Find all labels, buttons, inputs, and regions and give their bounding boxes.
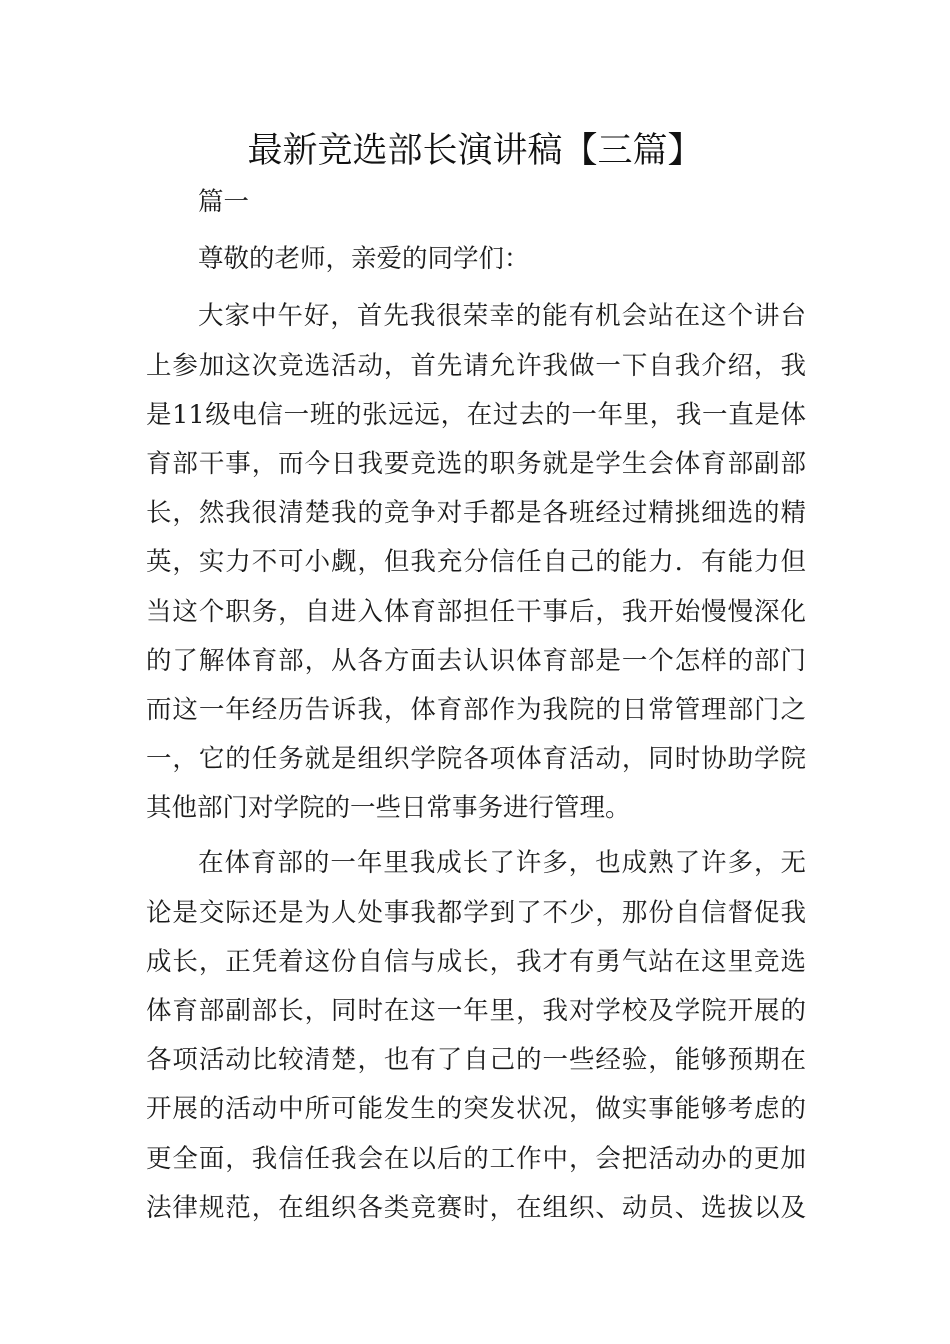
document-body: [146, 178, 806, 1233]
paragraph-line: 大家中午好，首先我很荣幸的能有机会站在这个讲台: [198, 301, 806, 332]
paragraph-line: 育部干事，而今日我要竞选的职务就是学生会体育部副部: [146, 448, 806, 479]
section-label: 篇一: [198, 187, 250, 217]
paragraph-line: 开展的活动中所可能发生的突发状况，做实事能够考虑的: [146, 1094, 806, 1125]
paragraph-line: 体育部副部长，同时在这一年里，我对学校及学院开展的: [146, 996, 806, 1026]
paragraph-line: 的了解体育部，从各方面去认识体育部是一个怎样的部门: [146, 645, 806, 676]
paragraph-line: 长，然我很清楚我的竞争对手都是各班经过精挑细选的精: [146, 498, 806, 529]
paragraph-line: 上参加这次竞选活动，首先请允许我做一下自我介绍，我: [146, 350, 806, 381]
paragraph-1: [146, 292, 806, 833]
document-title: 最新竞选部长演讲稿【三篇】: [247, 131, 703, 171]
paragraph-line: 英，实力不可小觑，但我充分信任自己的能力．有能力但: [146, 547, 806, 578]
paragraph-line: 论是交际还是为人处事我都学到了不少，那份自信督促我: [146, 897, 806, 928]
paragraph-line: 一，它的任务就是组织学院各项体育活动，同时协助学院: [146, 744, 806, 775]
paragraph-line: 在体育部的一年里我成长了许多，也成熟了许多，无: [198, 848, 806, 879]
paragraph-line: 成长，正凭着这份自信与成长，我才有勇气站在这里竞选: [146, 946, 806, 977]
paragraph-line: 是11级电信一班的张远远，在过去的一年里，我一直是体: [146, 399, 806, 430]
paragraph-line: 其他部门对学院的一些日常事务进行管理。: [146, 793, 631, 824]
paragraph-2: [146, 839, 806, 1233]
paragraph-line: 各项活动比较清楚，也有了自己的一些经验，能够预期在: [146, 1045, 806, 1076]
paragraph-line: 更全面，我信任我会在以后的工作中，会把活动办的更加: [146, 1143, 806, 1174]
paragraph-line: 当这个职务，自进入体育部担任干事后，我开始慢慢深化: [146, 596, 806, 627]
paragraph-line: 而这一年经历告诉我，体育部作为我院的日常管理部门之: [146, 694, 806, 725]
salutation: 尊敬的老师，亲爱的同学们：: [198, 244, 530, 275]
paragraph-line: 法律规范，在组织各类竞赛时，在组织、动员、选拔以及: [146, 1192, 806, 1223]
